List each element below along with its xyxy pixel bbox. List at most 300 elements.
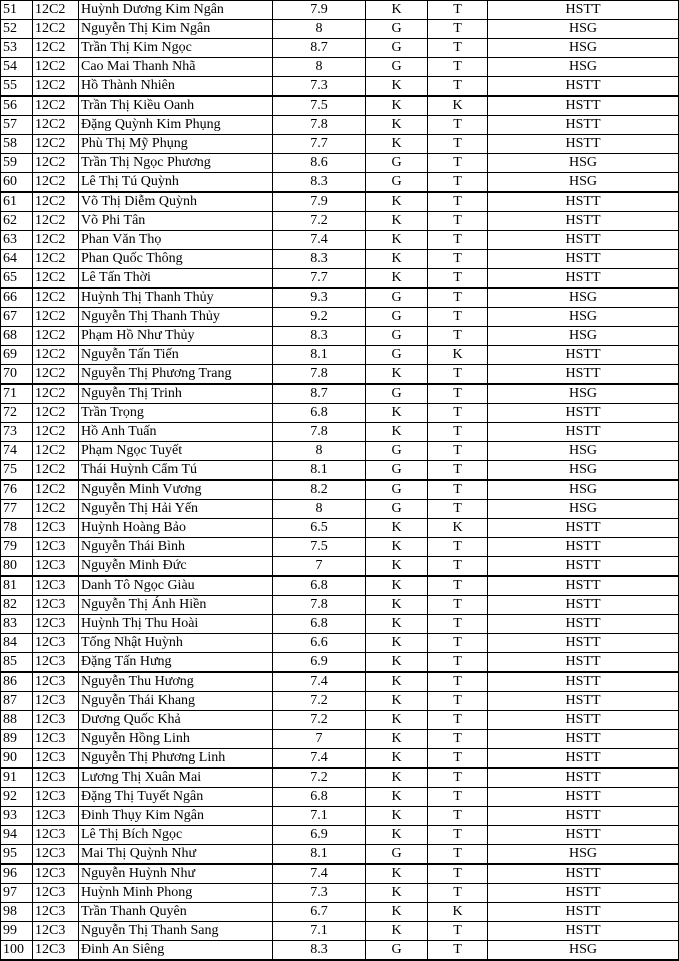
table-row [1, 173, 679, 193]
student-name-cell: Trần Thị Ngọc Phương [79, 154, 273, 173]
academic-grade-cell: G [366, 480, 428, 500]
table-row [1, 116, 679, 135]
ranking-cell: HSG [488, 308, 679, 327]
row-number-cell: 76 [1, 480, 33, 500]
conduct-grade-cell: T [428, 288, 488, 308]
average-score-cell: 6.6 [273, 634, 366, 653]
class-cell: 12C3 [33, 864, 79, 884]
conduct-grade-cell: T [428, 77, 488, 97]
table-row [1, 807, 679, 826]
class-cell: 12C2 [33, 384, 79, 404]
ranking-cell: HSTT [488, 749, 679, 769]
academic-grade-cell: K [366, 404, 428, 423]
class-cell: 12C2 [33, 192, 79, 212]
student-name-cell: Mai Thị Quỳnh Như [79, 845, 273, 865]
student-name-cell: Võ Phi Tân [79, 212, 273, 231]
conduct-grade-cell: K [428, 346, 488, 365]
ranking-cell: HSTT [488, 711, 679, 730]
ranking-cell: HSTT [488, 826, 679, 845]
student-name-cell: Đinh Thụy Kim Ngân [79, 807, 273, 826]
average-score-cell: 8 [273, 58, 366, 77]
average-score-cell: 8 [273, 20, 366, 39]
student-name-cell: Phạm Hồ Như Thủy [79, 327, 273, 346]
conduct-grade-cell: T [428, 39, 488, 58]
class-cell: 12C2 [33, 500, 79, 519]
row-number-cell: 98 [1, 903, 33, 922]
average-score-cell: 7.4 [273, 231, 366, 250]
conduct-grade-cell: T [428, 250, 488, 269]
row-number-cell: 90 [1, 749, 33, 769]
class-cell: 12C3 [33, 749, 79, 769]
ranking-cell: HSTT [488, 519, 679, 538]
conduct-grade-cell: T [428, 116, 488, 135]
academic-grade-cell: K [366, 231, 428, 250]
row-number-cell: 58 [1, 135, 33, 154]
row-number-cell: 92 [1, 788, 33, 807]
class-cell: 12C3 [33, 730, 79, 749]
table-row [1, 1, 679, 20]
ranking-cell: HSTT [488, 135, 679, 154]
ranking-cell: HSTT [488, 672, 679, 692]
class-cell: 12C2 [33, 116, 79, 135]
academic-grade-cell: K [366, 768, 428, 788]
table-row [1, 442, 679, 461]
conduct-grade-cell: T [428, 941, 488, 961]
average-score-cell: 7.5 [273, 538, 366, 557]
academic-grade-cell: K [366, 730, 428, 749]
conduct-grade-cell: T [428, 461, 488, 481]
student-name-cell: Nguyễn Thị Thanh Sang [79, 922, 273, 941]
average-score-cell: 7.8 [273, 423, 366, 442]
row-number-cell: 93 [1, 807, 33, 826]
average-score-cell: 8.3 [273, 941, 366, 961]
academic-grade-cell: G [366, 308, 428, 327]
conduct-grade-cell: K [428, 519, 488, 538]
academic-grade-cell: K [366, 250, 428, 269]
ranking-cell: HSG [488, 442, 679, 461]
academic-grade-cell: G [366, 288, 428, 308]
ranking-cell: HSTT [488, 116, 679, 135]
row-number-cell: 100 [1, 941, 33, 961]
row-number-cell: 51 [1, 1, 33, 20]
class-cell: 12C3 [33, 884, 79, 903]
ranking-cell: HSTT [488, 634, 679, 653]
conduct-grade-cell: T [428, 538, 488, 557]
class-cell: 12C3 [33, 826, 79, 845]
academic-grade-cell: K [366, 77, 428, 97]
row-number-cell: 81 [1, 576, 33, 596]
average-score-cell: 8.3 [273, 173, 366, 193]
student-name-cell: Phù Thị Mỹ Phụng [79, 135, 273, 154]
student-name-cell: Lê Thị Tú Quỳnh [79, 173, 273, 193]
ranking-cell: HSTT [488, 884, 679, 903]
class-cell: 12C2 [33, 212, 79, 231]
class-cell: 12C3 [33, 615, 79, 634]
conduct-grade-cell: T [428, 1, 488, 20]
row-number-cell: 69 [1, 346, 33, 365]
student-name-cell: Danh Tô Ngọc Giàu [79, 576, 273, 596]
row-number-cell: 54 [1, 58, 33, 77]
class-cell: 12C2 [33, 269, 79, 289]
average-score-cell: 8.3 [273, 250, 366, 269]
academic-grade-cell: G [366, 58, 428, 77]
table-row [1, 922, 679, 941]
average-score-cell: 6.8 [273, 576, 366, 596]
average-score-cell: 6.5 [273, 519, 366, 538]
table-row [1, 96, 679, 116]
academic-grade-cell: K [366, 634, 428, 653]
ranking-cell: HSTT [488, 615, 679, 634]
class-cell: 12C2 [33, 442, 79, 461]
student-name-cell: Nguyễn Thái Bình [79, 538, 273, 557]
student-name-cell: Nguyễn Thị Kim Ngân [79, 20, 273, 39]
conduct-grade-cell: T [428, 922, 488, 941]
academic-grade-cell: K [366, 423, 428, 442]
row-number-cell: 96 [1, 864, 33, 884]
table-row [1, 231, 679, 250]
ranking-cell: HSG [488, 461, 679, 481]
conduct-grade-cell: T [428, 692, 488, 711]
class-cell: 12C3 [33, 692, 79, 711]
student-name-cell: Nguyễn Thị Trinh [79, 384, 273, 404]
class-cell: 12C3 [33, 538, 79, 557]
conduct-grade-cell: T [428, 768, 488, 788]
row-number-cell: 86 [1, 672, 33, 692]
ranking-cell: HSG [488, 39, 679, 58]
average-score-cell: 9.2 [273, 308, 366, 327]
academic-grade-cell: K [366, 538, 428, 557]
student-name-cell: Đặng Thị Tuyết Ngân [79, 788, 273, 807]
class-cell: 12C2 [33, 461, 79, 481]
table-row [1, 634, 679, 653]
row-number-cell: 62 [1, 212, 33, 231]
ranking-cell: HSTT [488, 77, 679, 97]
conduct-grade-cell: T [428, 327, 488, 346]
average-score-cell: 6.8 [273, 615, 366, 634]
table-row [1, 250, 679, 269]
row-number-cell: 59 [1, 154, 33, 173]
average-score-cell: 7.1 [273, 807, 366, 826]
class-cell: 12C3 [33, 922, 79, 941]
student-name-cell: Dương Quốc Khả [79, 711, 273, 730]
student-name-cell: Nguyễn Thu Hương [79, 672, 273, 692]
class-cell: 12C2 [33, 58, 79, 77]
ranking-cell: HSTT [488, 807, 679, 826]
ranking-cell: HSTT [488, 576, 679, 596]
student-name-cell: Đặng Tấn Hưng [79, 653, 273, 673]
class-cell: 12C3 [33, 903, 79, 922]
average-score-cell: 7.4 [273, 864, 366, 884]
class-cell: 12C3 [33, 576, 79, 596]
student-name-cell: Nguyễn Minh Vương [79, 480, 273, 500]
ranking-cell: HSG [488, 941, 679, 961]
table-row [1, 423, 679, 442]
table-row [1, 538, 679, 557]
academic-grade-cell: G [366, 442, 428, 461]
academic-grade-cell: K [366, 212, 428, 231]
row-number-cell: 53 [1, 39, 33, 58]
conduct-grade-cell: T [428, 845, 488, 865]
conduct-grade-cell: K [428, 96, 488, 116]
ranking-cell: HSTT [488, 404, 679, 423]
conduct-grade-cell: T [428, 404, 488, 423]
table-row [1, 672, 679, 692]
student-name-cell: Huỳnh Minh Phong [79, 884, 273, 903]
table-row [1, 384, 679, 404]
average-score-cell: 7.7 [273, 135, 366, 154]
class-cell: 12C3 [33, 596, 79, 615]
row-number-cell: 95 [1, 845, 33, 865]
class-cell: 12C3 [33, 519, 79, 538]
student-name-cell: Nguyễn Thị Thanh Thủy [79, 308, 273, 327]
table-row [1, 461, 679, 481]
average-score-cell: 8 [273, 442, 366, 461]
table-row [1, 346, 679, 365]
row-number-cell: 78 [1, 519, 33, 538]
table-row [1, 154, 679, 173]
ranking-cell: HSTT [488, 596, 679, 615]
row-number-cell: 87 [1, 692, 33, 711]
conduct-grade-cell: T [428, 730, 488, 749]
average-score-cell: 7 [273, 730, 366, 749]
class-cell: 12C3 [33, 653, 79, 673]
conduct-grade-cell: T [428, 269, 488, 289]
row-number-cell: 79 [1, 538, 33, 557]
student-name-cell: Tống Nhật Huỳnh [79, 634, 273, 653]
average-score-cell: 7.1 [273, 922, 366, 941]
row-number-cell: 64 [1, 250, 33, 269]
student-name-cell: Nguyễn Thị Phương Trang [79, 365, 273, 385]
conduct-grade-cell: T [428, 596, 488, 615]
class-cell: 12C2 [33, 96, 79, 116]
row-number-cell: 97 [1, 884, 33, 903]
academic-grade-cell: G [366, 173, 428, 193]
ranking-cell: HSTT [488, 692, 679, 711]
ranking-cell: HSG [488, 173, 679, 193]
ranking-cell: HSG [488, 58, 679, 77]
row-number-cell: 82 [1, 596, 33, 615]
ranking-cell: HSTT [488, 653, 679, 673]
average-score-cell: 8 [273, 500, 366, 519]
ranking-cell: HSTT [488, 365, 679, 385]
conduct-grade-cell: T [428, 135, 488, 154]
academic-grade-cell: K [366, 135, 428, 154]
table-row [1, 749, 679, 769]
conduct-grade-cell: T [428, 480, 488, 500]
academic-grade-cell: K [366, 672, 428, 692]
student-name-cell: Trần Thị Kiều Oanh [79, 96, 273, 116]
class-cell: 12C2 [33, 308, 79, 327]
class-cell: 12C2 [33, 231, 79, 250]
row-number-cell: 56 [1, 96, 33, 116]
student-name-cell: Lê Tấn Thời [79, 269, 273, 289]
student-name-cell: Huỳnh Hoàng Bảo [79, 519, 273, 538]
conduct-grade-cell: T [428, 500, 488, 519]
row-number-cell: 65 [1, 269, 33, 289]
average-score-cell: 7.2 [273, 212, 366, 231]
student-name-cell: Hồ Anh Tuấn [79, 423, 273, 442]
student-name-cell: Thái Huỳnh Cẩm Tú [79, 461, 273, 481]
academic-grade-cell: G [366, 346, 428, 365]
academic-grade-cell: G [366, 327, 428, 346]
average-score-cell: 6.8 [273, 788, 366, 807]
student-name-cell: Nguyễn Thị Hải Yến [79, 500, 273, 519]
average-score-cell: 8.1 [273, 461, 366, 481]
table-row [1, 500, 679, 519]
row-number-cell: 83 [1, 615, 33, 634]
conduct-grade-cell: T [428, 154, 488, 173]
conduct-grade-cell: T [428, 826, 488, 845]
conduct-grade-cell: T [428, 653, 488, 673]
table-row [1, 692, 679, 711]
academic-grade-cell: G [366, 941, 428, 961]
class-cell: 12C2 [33, 250, 79, 269]
average-score-cell: 7.4 [273, 672, 366, 692]
class-cell: 12C2 [33, 20, 79, 39]
class-cell: 12C2 [33, 135, 79, 154]
average-score-cell: 7.2 [273, 768, 366, 788]
table-row [1, 308, 679, 327]
ranking-cell: HSTT [488, 922, 679, 941]
conduct-grade-cell: T [428, 788, 488, 807]
conduct-grade-cell: T [428, 711, 488, 730]
row-number-cell: 94 [1, 826, 33, 845]
table-row [1, 826, 679, 845]
ranking-cell: HSTT [488, 538, 679, 557]
class-cell: 12C2 [33, 365, 79, 385]
class-cell: 12C2 [33, 173, 79, 193]
student-name-cell: Trần Thị Kim Ngọc [79, 39, 273, 58]
row-number-cell: 66 [1, 288, 33, 308]
conduct-grade-cell: T [428, 807, 488, 826]
average-score-cell: 7.3 [273, 77, 366, 97]
academic-grade-cell: K [366, 922, 428, 941]
row-number-cell: 91 [1, 768, 33, 788]
conduct-grade-cell: T [428, 672, 488, 692]
academic-grade-cell: K [366, 903, 428, 922]
academic-grade-cell: G [366, 845, 428, 865]
ranking-cell: HSTT [488, 423, 679, 442]
conduct-grade-cell: T [428, 442, 488, 461]
conduct-grade-cell: T [428, 231, 488, 250]
student-name-cell: Cao Mai Thanh Nhã [79, 58, 273, 77]
table-row [1, 615, 679, 634]
academic-grade-cell: G [366, 20, 428, 39]
average-score-cell: 8.7 [273, 39, 366, 58]
conduct-grade-cell: T [428, 749, 488, 769]
academic-grade-cell: K [366, 864, 428, 884]
table-row [1, 711, 679, 730]
academic-grade-cell: K [366, 576, 428, 596]
table-row [1, 576, 679, 596]
academic-grade-cell: G [366, 384, 428, 404]
table-row [1, 864, 679, 884]
academic-grade-cell: K [366, 269, 428, 289]
table-row [1, 404, 679, 423]
class-cell: 12C3 [33, 845, 79, 865]
academic-grade-cell: K [366, 711, 428, 730]
class-cell: 12C2 [33, 480, 79, 500]
class-cell: 12C2 [33, 404, 79, 423]
academic-grade-cell: K [366, 884, 428, 903]
row-number-cell: 60 [1, 173, 33, 193]
table-row [1, 941, 679, 961]
student-name-cell: Trần Trọng [79, 404, 273, 423]
table-row [1, 730, 679, 749]
academic-grade-cell: K [366, 749, 428, 769]
academic-grade-cell: G [366, 39, 428, 58]
class-cell: 12C2 [33, 346, 79, 365]
class-cell: 12C3 [33, 788, 79, 807]
student-name-cell: Nguyễn Thái Khang [79, 692, 273, 711]
average-score-cell: 6.7 [273, 903, 366, 922]
row-number-cell: 71 [1, 384, 33, 404]
class-cell: 12C3 [33, 768, 79, 788]
row-number-cell: 80 [1, 557, 33, 577]
ranking-cell: HSG [488, 480, 679, 500]
row-number-cell: 72 [1, 404, 33, 423]
average-score-cell: 7 [273, 557, 366, 577]
student-name-cell: Võ Thị Diễm Quỳnh [79, 192, 273, 212]
student-name-cell: Hồ Thành Nhiên [79, 77, 273, 97]
ranking-cell: HSTT [488, 231, 679, 250]
table-row [1, 557, 679, 577]
ranking-cell: HSTT [488, 788, 679, 807]
conduct-grade-cell: T [428, 384, 488, 404]
table-row [1, 653, 679, 673]
table-row [1, 596, 679, 615]
student-name-cell: Trần Thanh Quyên [79, 903, 273, 922]
academic-grade-cell: K [366, 788, 428, 807]
table-row [1, 269, 679, 289]
academic-grade-cell: K [366, 116, 428, 135]
ranking-cell: HSTT [488, 250, 679, 269]
row-number-cell: 88 [1, 711, 33, 730]
average-score-cell: 7.7 [273, 269, 366, 289]
row-number-cell: 67 [1, 308, 33, 327]
ranking-cell: HSTT [488, 903, 679, 922]
conduct-grade-cell: T [428, 20, 488, 39]
average-score-cell: 7.3 [273, 884, 366, 903]
row-number-cell: 57 [1, 116, 33, 135]
row-number-cell: 84 [1, 634, 33, 653]
table-row [1, 77, 679, 97]
ranking-cell: HSG [488, 384, 679, 404]
academic-grade-cell: G [366, 154, 428, 173]
student-name-cell: Đặng Quỳnh Kim Phụng [79, 116, 273, 135]
student-name-cell: Huỳnh Thị Thu Hoài [79, 615, 273, 634]
student-name-cell: Nguyễn Minh Đức [79, 557, 273, 577]
ranking-cell: HSTT [488, 864, 679, 884]
academic-grade-cell: K [366, 615, 428, 634]
student-name-cell: Phạm Ngọc Tuyết [79, 442, 273, 461]
table-body [1, 1, 679, 961]
conduct-grade-cell: T [428, 884, 488, 903]
student-name-cell: Lương Thị Xuân Mai [79, 768, 273, 788]
student-name-cell: Đinh An Siêng [79, 941, 273, 961]
average-score-cell: 8.7 [273, 384, 366, 404]
academic-grade-cell: K [366, 653, 428, 673]
ranking-cell: HSTT [488, 212, 679, 231]
ranking-cell: HSTT [488, 96, 679, 116]
student-name-cell: Phan Quốc Thông [79, 250, 273, 269]
average-score-cell: 7.8 [273, 365, 366, 385]
class-cell: 12C2 [33, 39, 79, 58]
class-cell: 12C2 [33, 423, 79, 442]
table-row [1, 365, 679, 385]
row-number-cell: 52 [1, 20, 33, 39]
student-name-cell: Phan Văn Thọ [79, 231, 273, 250]
